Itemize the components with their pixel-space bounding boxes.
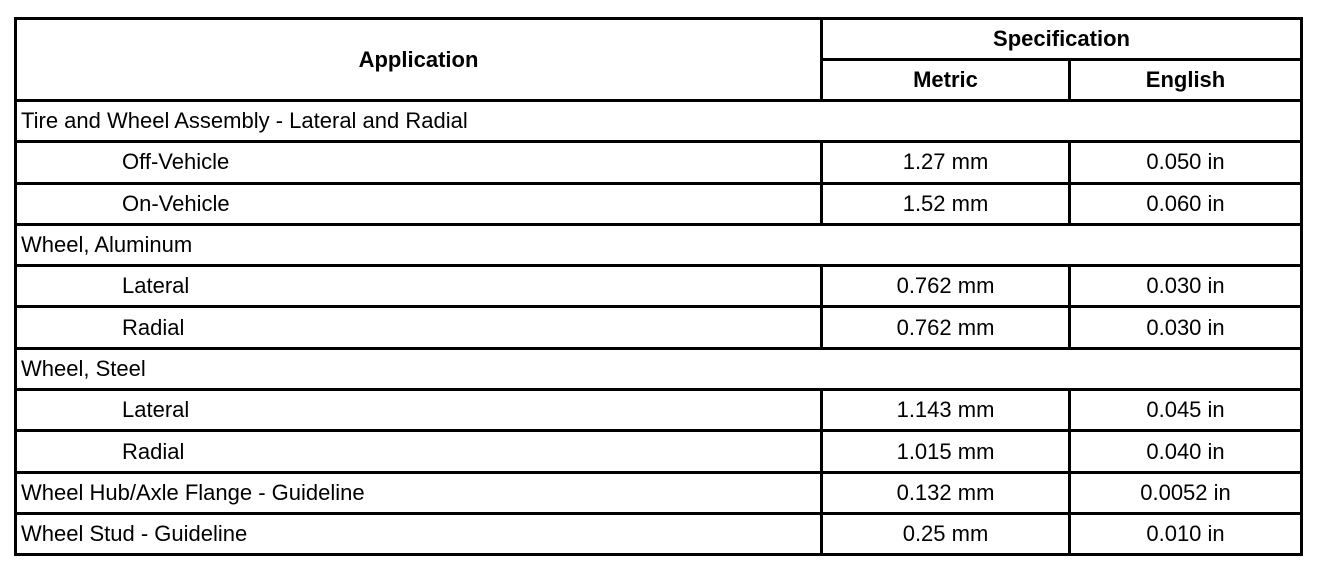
table-row [16, 390, 1302, 431]
specification-header: Specification [822, 19, 1302, 60]
application-cell: Off-Vehicle [16, 142, 822, 183]
table-row [16, 513, 1302, 554]
table-row [16, 266, 1302, 307]
application-cell: On-Vehicle [16, 183, 822, 224]
english-cell: 0.030 in [1070, 307, 1302, 348]
table-row [16, 307, 1302, 348]
application-cell: Lateral [16, 266, 822, 307]
header-row-top [16, 19, 1302, 60]
english-cell: 0.060 in [1070, 183, 1302, 224]
english-cell: 0.030 in [1070, 266, 1302, 307]
english-header: English [1070, 60, 1302, 101]
english-cell: 0.050 in [1070, 142, 1302, 183]
application-header: Application [16, 19, 822, 101]
application-cell: Radial [16, 431, 822, 472]
specification-table [14, 17, 1303, 556]
table-row [16, 101, 1302, 142]
table-row [16, 142, 1302, 183]
section-label: Wheel, Aluminum [16, 224, 1302, 265]
section-label: Wheel, Steel [16, 348, 1302, 389]
section-label: Tire and Wheel Assembly - Lateral and Radial [16, 101, 1302, 142]
metric-cell: 1.143 mm [822, 390, 1070, 431]
table-row [16, 183, 1302, 224]
application-cell: Wheel Hub/Axle Flange - Guideline [16, 472, 822, 513]
metric-cell: 1.015 mm [822, 431, 1070, 472]
table-row [16, 348, 1302, 389]
application-cell: Wheel Stud - Guideline [16, 513, 822, 554]
metric-cell: 1.27 mm [822, 142, 1070, 183]
metric-cell: 0.25 mm [822, 513, 1070, 554]
metric-cell: 0.762 mm [822, 307, 1070, 348]
english-cell: 0.040 in [1070, 431, 1302, 472]
application-cell: Radial [16, 307, 822, 348]
english-cell: 0.0052 in [1070, 472, 1302, 513]
english-cell: 0.045 in [1070, 390, 1302, 431]
application-cell: Lateral [16, 390, 822, 431]
metric-header: Metric [822, 60, 1070, 101]
table-row [16, 431, 1302, 472]
metric-cell: 1.52 mm [822, 183, 1070, 224]
english-cell: 0.010 in [1070, 513, 1302, 554]
metric-cell: 0.132 mm [822, 472, 1070, 513]
table-row [16, 472, 1302, 513]
metric-cell: 0.762 mm [822, 266, 1070, 307]
table-row [16, 224, 1302, 265]
